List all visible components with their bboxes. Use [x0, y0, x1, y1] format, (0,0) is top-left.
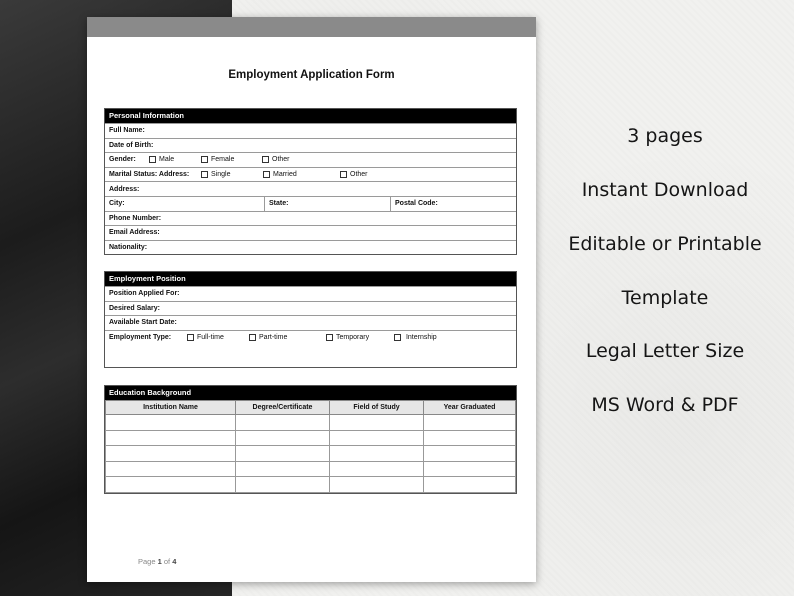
table-row	[106, 461, 516, 477]
field-label: Position Applied For:	[109, 290, 180, 298]
table-cell[interactable]	[106, 461, 236, 477]
table-row	[106, 477, 516, 493]
column-header-year: Year Graduated	[424, 401, 516, 415]
city-field[interactable]	[105, 197, 265, 211]
feature-instant-download: Instant Download	[581, 179, 749, 201]
page-header-bar	[87, 17, 536, 37]
table-cell[interactable]	[236, 461, 330, 477]
feature-pages: 3 pages	[627, 125, 703, 147]
table-cell[interactable]	[106, 446, 236, 462]
page-number-total: 4	[172, 557, 177, 566]
table-cell[interactable]	[106, 415, 236, 431]
field-label: Desired Salary:	[109, 304, 160, 312]
type-option-full-time[interactable]	[187, 334, 249, 341]
city-state-postal-row	[105, 196, 516, 211]
option-label: Temporary	[336, 334, 370, 342]
gender-row	[105, 152, 516, 167]
table-row	[106, 415, 516, 431]
option-label: Male	[159, 156, 175, 164]
table-cell[interactable]	[424, 415, 516, 431]
field-label: Nationality:	[109, 244, 148, 252]
field-label: City:	[109, 200, 125, 208]
phone-field[interactable]	[105, 211, 516, 226]
state-field[interactable]	[265, 197, 391, 211]
option-label: Single	[211, 171, 231, 179]
marital-status-row	[105, 167, 516, 182]
checkbox-icon[interactable]	[326, 334, 333, 341]
option-label: Married	[273, 171, 297, 179]
table-cell[interactable]	[106, 430, 236, 446]
table-cell[interactable]	[236, 477, 330, 493]
page-number-current: 1	[157, 557, 162, 566]
column-header-institution: Institution Name	[106, 401, 236, 415]
checkbox-icon[interactable]	[201, 171, 208, 178]
type-option-temporary[interactable]	[326, 334, 394, 341]
section-header: Education Background	[105, 386, 516, 400]
column-header-degree: Degree/Certificate	[236, 401, 330, 415]
table-header-row	[106, 401, 516, 415]
nationality-field[interactable]	[105, 240, 516, 255]
page-number-of: of	[163, 557, 171, 566]
field-label: Available Start Date:	[109, 319, 177, 327]
employment-type-row	[105, 330, 516, 345]
table-cell[interactable]	[106, 477, 236, 493]
education-table	[105, 400, 516, 493]
field-label: Date of Birth:	[109, 141, 154, 149]
table-cell[interactable]	[424, 430, 516, 446]
type-option-internship[interactable]	[394, 334, 437, 341]
table-cell[interactable]	[424, 446, 516, 462]
feature-template: Template	[621, 287, 709, 309]
gender-option-female[interactable]	[201, 156, 262, 163]
employment-position-section	[104, 271, 517, 368]
form-title: Employment Application Form	[228, 69, 395, 81]
feature-legal-letter-size: Legal Letter Size	[585, 340, 745, 362]
table-cell[interactable]	[424, 477, 516, 493]
section-header: Employment Position	[105, 272, 516, 286]
field-label: Employment Type:	[109, 334, 172, 342]
checkbox-icon[interactable]	[263, 171, 270, 178]
field-label: Phone Number:	[109, 214, 162, 222]
field-label: Gender:	[109, 156, 136, 164]
marital-option-single[interactable]	[201, 171, 263, 178]
checkbox-icon[interactable]	[187, 334, 194, 341]
form-page	[87, 17, 536, 582]
option-label: Other	[272, 156, 290, 164]
position-applied-field[interactable]	[105, 286, 516, 301]
education-background-section	[104, 385, 517, 494]
table-cell[interactable]	[330, 461, 424, 477]
field-label: Email Address:	[109, 229, 160, 237]
column-header-field: Field of Study	[330, 401, 424, 415]
table-cell[interactable]	[330, 415, 424, 431]
checkbox-icon[interactable]	[262, 156, 269, 163]
table-row	[106, 446, 516, 462]
feature-ms-word-pdf: MS Word & PDF	[591, 394, 739, 416]
feature-editable-printable: Editable or Printable	[568, 233, 762, 255]
marital-option-other[interactable]	[340, 171, 368, 178]
page-number-prefix: Page	[138, 557, 156, 566]
table-cell[interactable]	[424, 461, 516, 477]
table-cell[interactable]	[330, 446, 424, 462]
option-label: Internship	[405, 334, 437, 342]
field-label: Marital Status: Address:	[109, 171, 190, 179]
field-label: Postal Code:	[395, 200, 438, 208]
option-label: Female	[211, 156, 235, 164]
address-field[interactable]	[105, 181, 516, 196]
section-header: Personal Information	[105, 109, 516, 123]
start-date-field[interactable]	[105, 315, 516, 330]
postal-code-field[interactable]	[391, 197, 516, 211]
feature-list	[536, 0, 794, 596]
desired-salary-field[interactable]	[105, 301, 516, 316]
checkbox-icon[interactable]	[149, 156, 156, 163]
dob-field[interactable]	[105, 138, 516, 153]
option-label: Part-time	[259, 334, 288, 342]
full-name-field[interactable]	[105, 123, 516, 138]
table-cell[interactable]	[236, 446, 330, 462]
personal-information-section	[104, 108, 517, 255]
email-field[interactable]	[105, 225, 516, 240]
option-label: Full-time	[197, 334, 224, 342]
table-cell[interactable]	[330, 430, 424, 446]
checkbox-icon[interactable]	[249, 334, 256, 341]
checkbox-icon[interactable]	[201, 156, 208, 163]
marital-option-married[interactable]	[263, 171, 340, 178]
table-row	[106, 430, 516, 446]
type-option-part-time[interactable]	[249, 334, 326, 341]
table-cell[interactable]	[236, 415, 330, 431]
checkbox-icon[interactable]	[340, 171, 347, 178]
field-label: Full Name:	[109, 127, 145, 135]
checkbox-icon[interactable]	[394, 334, 401, 341]
option-label: Other	[350, 171, 368, 179]
page-number	[138, 557, 176, 566]
field-label: State:	[269, 200, 289, 208]
table-cell[interactable]	[236, 430, 330, 446]
gender-option-male[interactable]	[149, 156, 201, 163]
gender-option-other[interactable]	[262, 156, 290, 163]
field-label: Address:	[109, 185, 140, 193]
table-cell[interactable]	[330, 477, 424, 493]
